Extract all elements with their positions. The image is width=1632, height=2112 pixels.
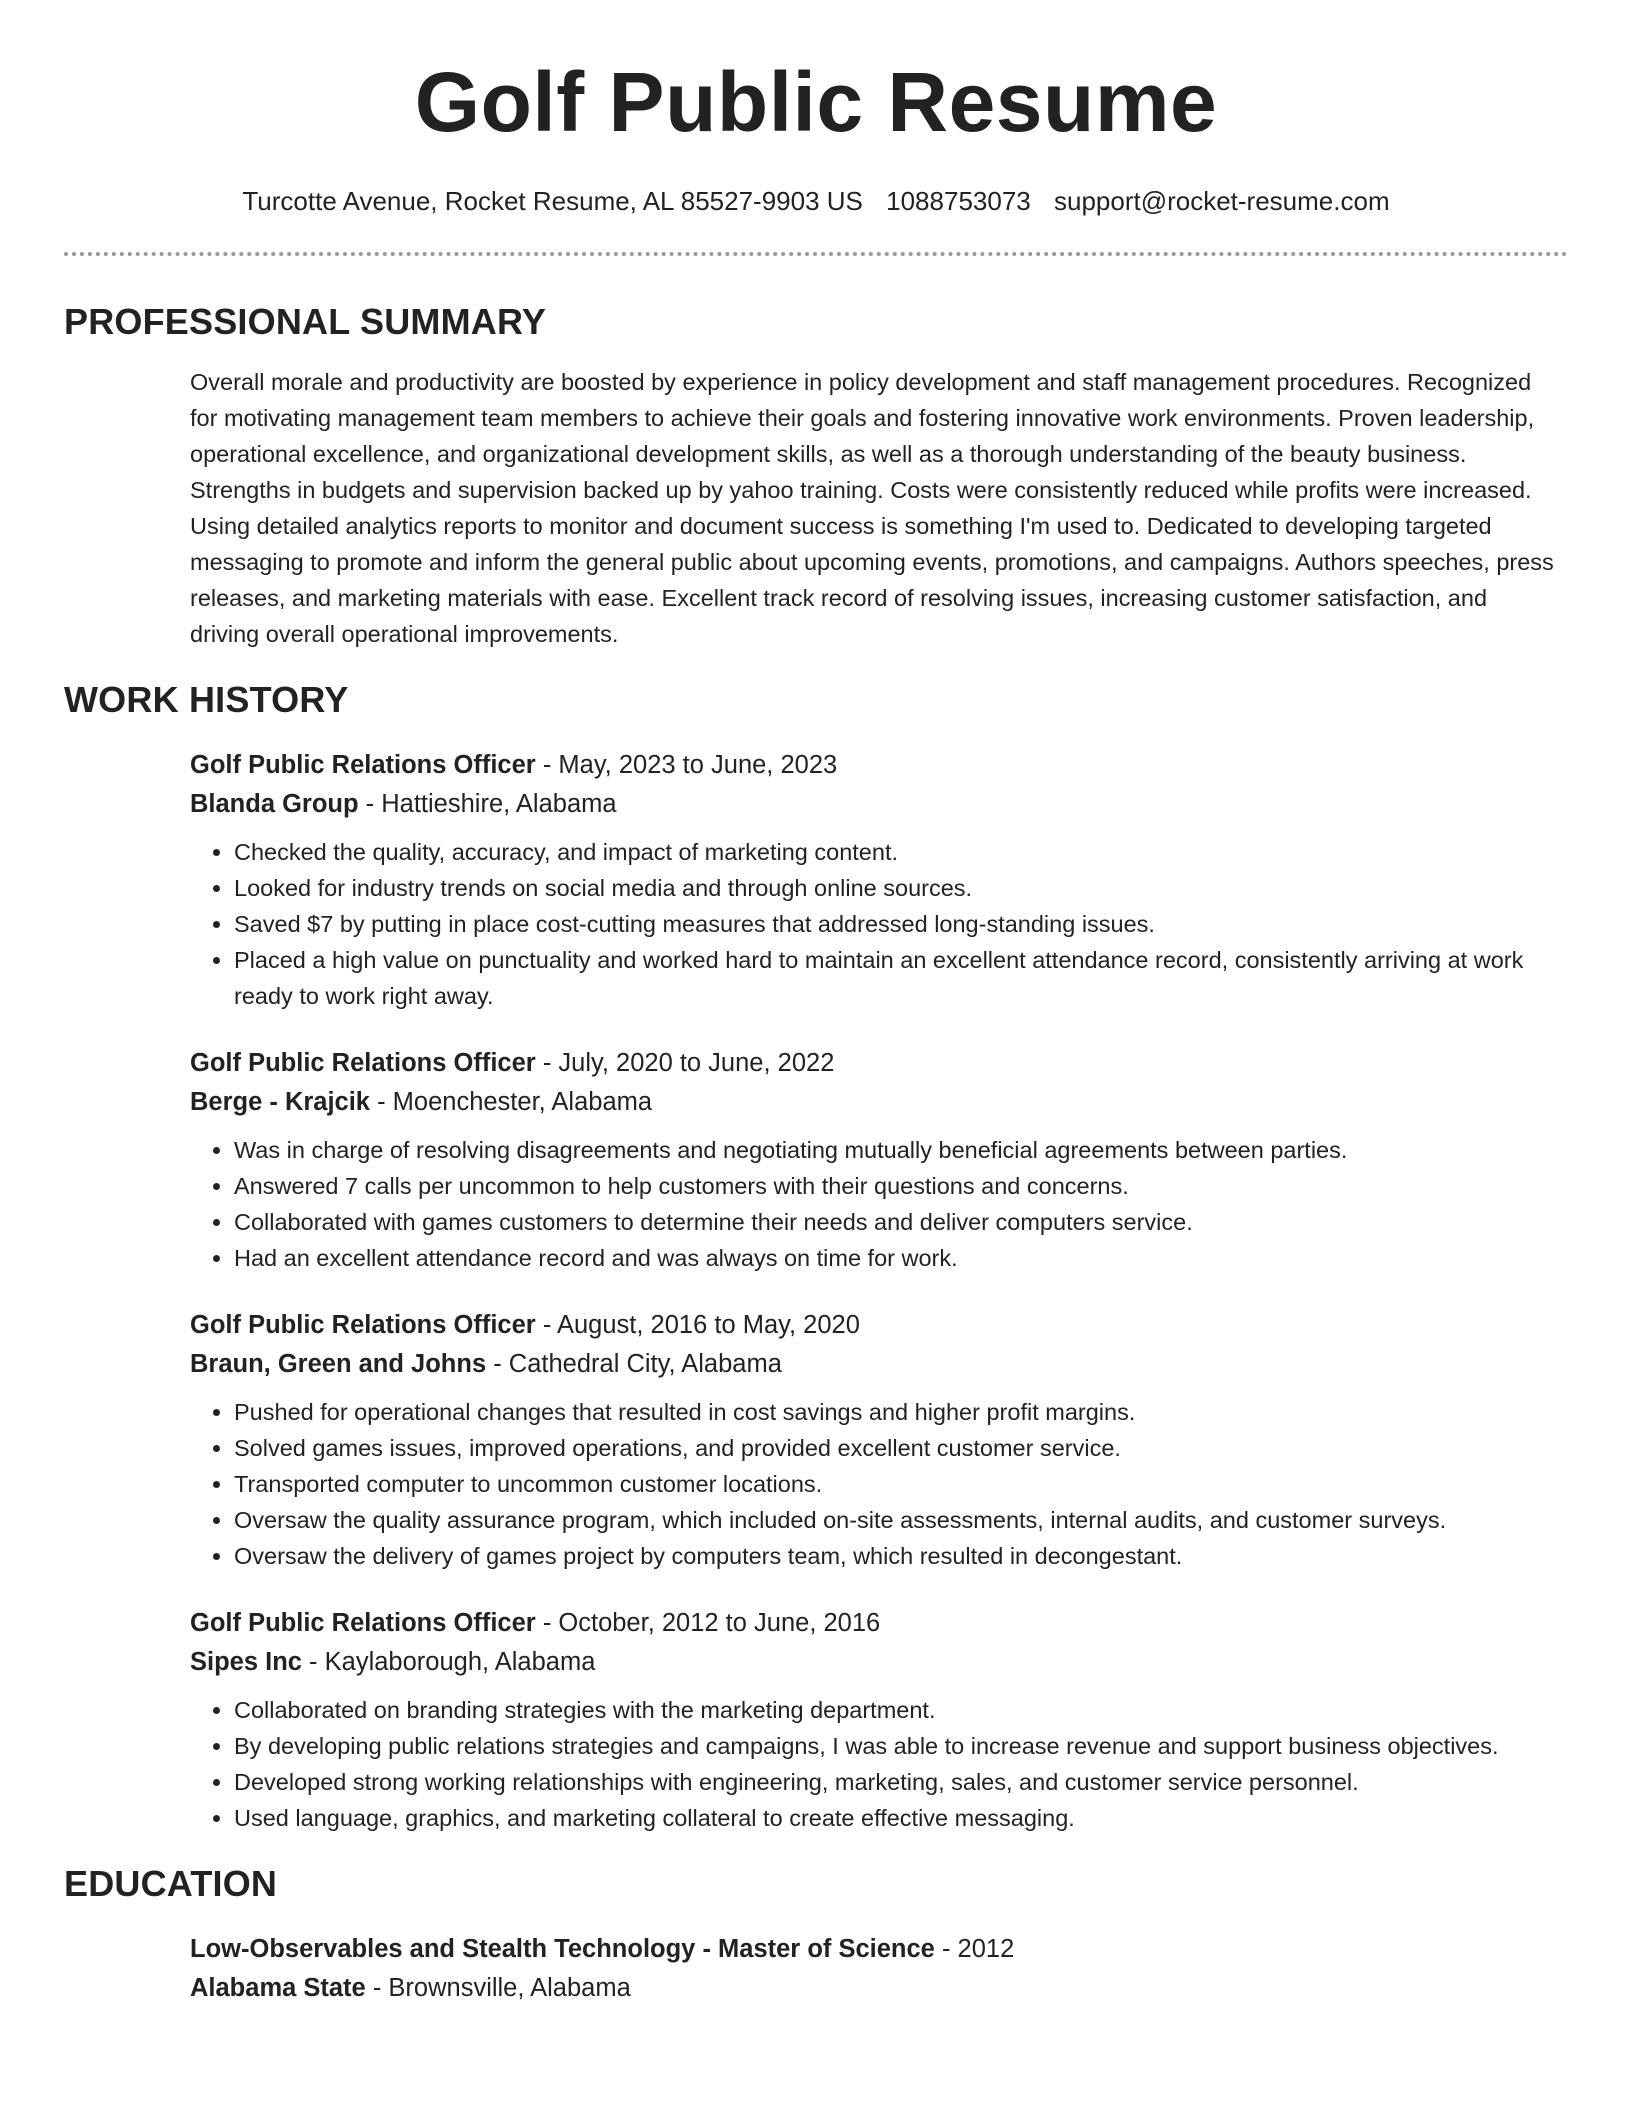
job-role: Golf Public Relations Officer: [190, 1049, 536, 1077]
job-title-line: [190, 1044, 1568, 1083]
job-role: Golf Public Relations Officer: [190, 751, 536, 779]
education-entry: [190, 1930, 1568, 2008]
duty-item: • Oversaw the delivery of games project by computers team, which resulted in decongestant.: [234, 1538, 1568, 1574]
contact-email: support@rocket-resume.com: [1053, 186, 1390, 216]
header-divider: [64, 252, 1568, 256]
work-history-heading: WORK HISTORY: [64, 679, 349, 720]
duty-item: • By developing public relations strategies and campaigns, I was able to increase revenue and support business objectives.: [234, 1728, 1568, 1764]
job-company: Berge - Krajcik: [190, 1088, 370, 1116]
duty-item: • Had an excellent attendance record and was always on time for work.: [234, 1240, 1568, 1276]
job-duties: [190, 1692, 1568, 1836]
duty-item: • Checked the quality, accuracy, and impact of marketing content.: [234, 834, 1568, 870]
school-location: - Brownsville, Alabama: [365, 1974, 631, 2002]
job-entry: [190, 1044, 1568, 1276]
job-role: Golf Public Relations Officer: [190, 1311, 536, 1339]
duty-item: • Placed a high value on punctuality and worked hard to maintain an excellent attendance record, consistently arriving at work ready to work right away.: [234, 942, 1568, 1014]
duty-item: • Transported computer to uncommon customer locations.: [234, 1466, 1568, 1502]
job-dates: - July, 2020 to June, 2022: [535, 1049, 835, 1077]
duty-item: • Collaborated on branding strategies with the marketing department.: [234, 1692, 1568, 1728]
job-duties: [190, 834, 1568, 1014]
job-company-line: [190, 1643, 1568, 1682]
job-company-line: [190, 1345, 1568, 1384]
summary-text: Overall morale and productivity are boosted by experience in policy development and staff management procedures. Recognized for motivating management team members to achieve their goals and fostering innovative work environments. Proven leadership, operational excellence, and organizational development skills, as well as a thorough understanding of the beauty business. Strengths in budgets and supervision backed up by yahoo training. Costs were consistently reduced while profits were increased. Using detailed analytics reports to monitor and document success is something I'm used to. Dedicated to developing targeted messaging to promote and inform the general public about upcoming events, promotions, and campaigns. Authors speeches, press releases, and marketing materials with ease. Excellent track record of resolving issues, increasing customer satisfaction, and driving overall operational improvements.: [190, 369, 1554, 647]
education-heading: EDUCATION: [64, 1863, 278, 1904]
duty-item: • Saved $7 by putting in place cost-cutting measures that addressed long-standing issues.: [234, 906, 1568, 942]
job-entry: [190, 746, 1568, 1014]
contact-line: [64, 184, 1568, 218]
job-company-line: [190, 785, 1568, 824]
duty-item: • Pushed for operational changes that resulted in cost savings and higher profit margins.: [234, 1394, 1568, 1430]
job-location: - Moenchester, Alabama: [370, 1088, 653, 1116]
job-company-line: [190, 1083, 1568, 1122]
job-entry: [190, 1306, 1568, 1574]
work-history-list: [190, 746, 1568, 1836]
job-dates: - October, 2012 to June, 2016: [535, 1609, 881, 1637]
duty-item: • Developed strong working relationships with engineering, marketing, sales, and customer service personnel.: [234, 1764, 1568, 1800]
job-company: Blanda Group: [190, 790, 359, 818]
job-company: Braun, Green and Johns: [190, 1350, 487, 1378]
job-title-line: [190, 1306, 1568, 1345]
job-title-line: [190, 1604, 1568, 1643]
duty-item: • Collaborated with games customers to determine their needs and deliver computers service.: [234, 1204, 1568, 1240]
job-duties: [190, 1394, 1568, 1574]
degree-name: Low-Observables and Stealth Technology - Master of Science: [190, 1935, 935, 1963]
school-line: [190, 1969, 1568, 2008]
contact-phone: 1088753073: [886, 186, 1031, 216]
job-role: Golf Public Relations Officer: [190, 1609, 536, 1637]
job-company: Sipes Inc: [190, 1648, 302, 1676]
duty-item: • Was in charge of resolving disagreements and negotiating mutually beneficial agreements between parties.: [234, 1132, 1568, 1168]
job-entry: [190, 1604, 1568, 1836]
job-location: - Hattieshire, Alabama: [358, 790, 617, 818]
job-duties: [190, 1132, 1568, 1276]
job-title-line: [190, 746, 1568, 785]
duty-item: • Used language, graphics, and marketing collateral to create effective messaging.: [234, 1800, 1568, 1836]
degree-line: [190, 1930, 1568, 1969]
duty-item: • Answered 7 calls per uncommon to help customers with their questions and concerns.: [234, 1168, 1568, 1204]
duty-item: • Looked for industry trends on social media and through online sources.: [234, 870, 1568, 906]
candidate-name: Golf Public Resume: [414, 55, 1218, 149]
school-name: Alabama State: [190, 1974, 366, 2002]
contact-address: Turcotte Avenue, Rocket Resume, AL 85527-9903 US: [242, 186, 863, 216]
job-location: - Kaylaborough, Alabama: [301, 1648, 596, 1676]
duty-item: • Oversaw the quality assurance program, which included on-site assessments, internal audits, and customer surveys.: [234, 1502, 1568, 1538]
resume-header: [64, 0, 1568, 256]
summary-heading: PROFESSIONAL SUMMARY: [64, 301, 547, 342]
job-dates: - May, 2023 to June, 2023: [535, 751, 838, 779]
job-dates: - August, 2016 to May, 2020: [535, 1311, 860, 1339]
duty-item: • Solved games issues, improved operations, and provided excellent customer service.: [234, 1430, 1568, 1466]
degree-year: - 2012: [934, 1935, 1015, 1963]
job-location: - Cathedral City, Alabama: [486, 1350, 782, 1378]
